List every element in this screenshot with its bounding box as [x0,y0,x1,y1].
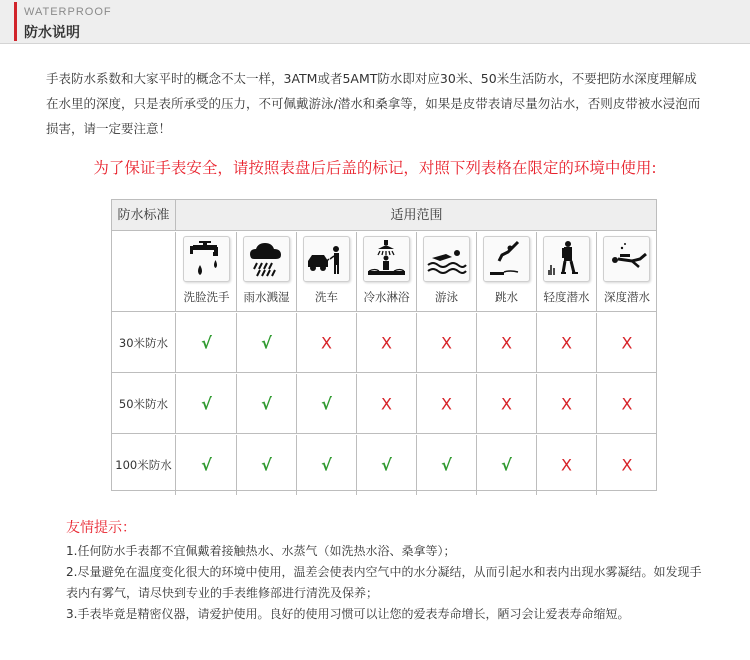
cross-mark: X [561,455,572,475]
swimmer-icon [423,236,470,282]
activity-label: 洗脸洗手 [183,290,230,304]
mark-cell [297,374,357,433]
activity-swim [417,232,477,311]
mark-cell [537,313,597,372]
cross-mark: X [621,455,633,475]
check-mark: √ [441,455,452,475]
mark-cell [597,435,657,495]
mark-cell [477,435,537,495]
tips-list [66,541,706,625]
cross-mark: X [381,394,392,413]
header-accent-bar [14,2,17,41]
header-standard: 防水标准 [112,200,176,231]
standard-label: 50米防水 [112,374,176,433]
check-mark: √ [201,455,212,475]
mark-cell [177,374,237,433]
activity-label: 深度潜水 [604,290,650,304]
mark-cell [357,374,417,433]
activity-deep-dive [597,232,657,311]
cross-mark: X [441,333,452,352]
header-title: 防水说明 [24,25,80,41]
activity-rain [237,232,297,311]
table-row-100m [112,435,656,495]
standard-label: 30米防水 [112,313,176,372]
diver-jump-icon [483,236,530,282]
mark-cell [537,374,597,433]
cross-mark: X [381,333,392,352]
cross-mark: X [501,333,512,352]
shower-icon [363,236,410,282]
activity-label: 游泳 [435,290,458,304]
cross-mark: X [621,394,633,413]
mark-cell [237,313,297,372]
scuba-icon [543,236,590,282]
mark-cell [597,374,657,433]
mark-cell [477,374,537,433]
deep-dive-icon [603,236,650,282]
activity-label: 跳水 [495,290,518,304]
rain-cloud-icon [243,236,290,282]
activity-label: 雨水溅湿 [243,290,290,304]
waterproof-table [111,199,657,491]
mark-cell [237,374,297,433]
faucet-icon [183,236,230,282]
mark-cell [597,313,657,372]
activity-label: 冷水淋浴 [363,290,410,304]
mark-cell [357,435,417,495]
activity-label: 洗车 [315,290,338,304]
tip-item: 2.尽量避免在温度变化很大的环境中使用，温差会使表内空气中的水分凝结，从而引起水和表内出现水雾凝结。如发现手表内有雾气，请尽快到专业的手表维修部进行清洗及保养； [66,565,702,600]
mark-cell [177,435,237,495]
mark-cell [417,374,477,433]
check-mark: √ [321,455,332,475]
check-mark: √ [201,333,212,352]
cross-mark: X [621,333,633,352]
tip-item: 3.手表毕竟是精密仪器，请爱护使用。良好的使用习惯可以让您的爱表寿命增长，陋习会让爱表寿命缩短。 [66,607,630,621]
mark-cell [297,313,357,372]
table-row-30m [112,313,656,373]
cross-mark: X [441,394,452,413]
activity-snorkel [537,232,597,311]
mark-cell [417,313,477,372]
mark-cell [297,435,357,495]
check-mark: √ [261,455,272,475]
cross-mark: X [501,394,512,413]
empty-standard-cell [112,232,176,311]
activity-label: 轻度潜水 [543,290,590,304]
check-mark: √ [261,333,272,352]
cross-mark: X [561,394,572,413]
check-mark: √ [501,455,512,475]
mark-cell [177,313,237,372]
header-subtitle: WATERPROOF [24,6,112,18]
activity-dive [477,232,537,311]
table-row-50m [112,374,656,434]
check-mark: √ [201,394,212,413]
activity-shower [357,232,417,311]
header-range: 适用范围 [390,208,443,223]
check-mark: √ [321,394,332,413]
mark-cell [417,435,477,495]
mark-cell [237,435,297,495]
table-header-row [112,200,656,231]
section-header [0,0,750,44]
tip-item: 1.任何防水手表都不宜佩戴着接触热水、水蒸气（如洗热水浴、桑拿等）； [66,544,456,558]
cross-mark: X [321,333,332,352]
intro-paragraph: 手表防水系数和大家平时的概念不太一样，3ATM或者5AMT防水即对应30米、50米生活防水，不要把防水深度理解成在水里的深度，只是表所承受的压力，不可佩戴游泳/潜水和桑拿等，如果是皮带表请尽量勿沾水，否则皮带被水浸泡而损害，请一定要注意！ [46,71,701,136]
mark-cell [477,313,537,372]
tips-title: 友情提示： [66,520,136,536]
usage-notice: 为了保证手表安全，请按照表盘后后盖的标记，对照下列表格在限定的环境中使用: [93,159,657,177]
mark-cell [357,313,417,372]
activity-wash-hands [177,232,237,311]
cross-mark: X [561,333,572,352]
check-mark: √ [381,455,392,475]
standard-label: 100米防水 [112,435,176,495]
activity-icon-row [112,232,656,312]
car-wash-icon [303,236,350,282]
mark-cell [537,435,597,495]
check-mark: √ [261,394,272,413]
activity-car-wash [297,232,357,311]
